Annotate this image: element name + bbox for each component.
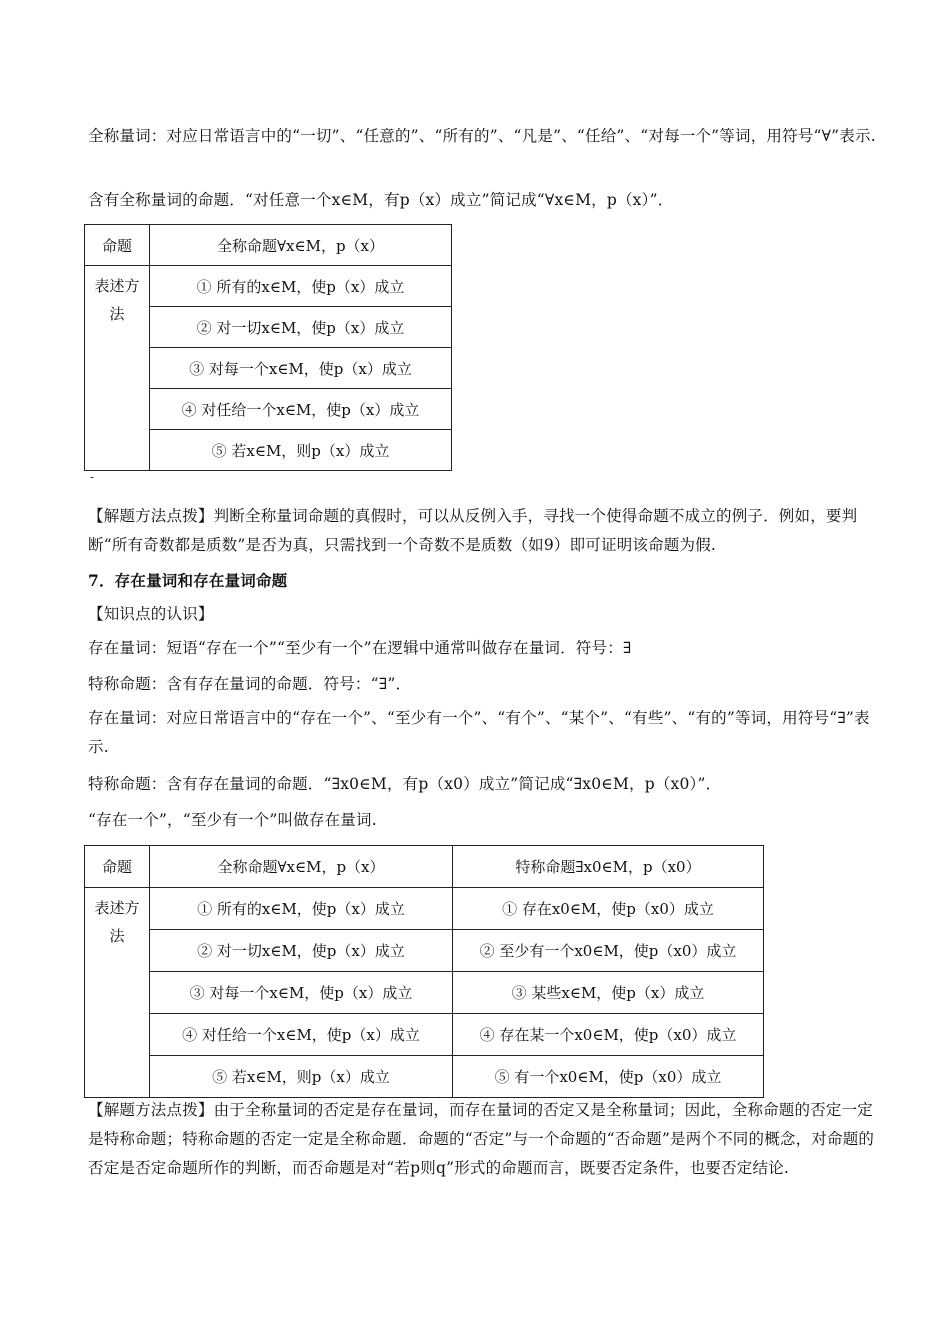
row-label-cell: 表述方法	[85, 266, 150, 471]
table-cell: ④ 存在某一个x0∈M，使p（x0）成立	[453, 1014, 764, 1056]
table-cell: ① 存在x0∈M，使p（x0）成立	[453, 888, 764, 930]
table-header-cell: 命题	[85, 225, 150, 266]
particular-proposition-notation: 特称命题：含有存在量词的命题．“∃x0∈M，有p（x0）成立”简记成“∃x0∈M，p（x0）”．	[88, 775, 722, 793]
existential-quantifier-words: 存在量词：对应日常语言中的“存在一个”、“至少有一个”、“有个”、“某个”、“有些”、“有的”等词，用符号“∃”表示.	[88, 709, 870, 756]
table-header-cell: 全称命题∀x∈M，p（x）	[150, 225, 452, 266]
table-cell: ③ 对每一个x∈M，使p（x）成立	[150, 348, 452, 389]
section-heading: 7．存在量词和存在量词命题	[88, 571, 288, 590]
table-cell: ④ 对任给一个x∈M，使p（x）成立	[150, 389, 452, 430]
row-label-cell: 表述方法	[85, 888, 150, 1098]
table-cell: ③ 对每一个x∈M，使p（x）成立	[150, 972, 453, 1014]
existential-quantifier-note: “存在一个”，“至少有一个”叫做存在量词.	[88, 811, 377, 829]
particular-proposition-definition: 特称命题：含有存在量词的命题．符号：“∃”．	[88, 675, 412, 693]
table-cell: ⑤ 有一个x0∈M，使p（x0）成立	[453, 1056, 764, 1098]
table-cell: ① 所有的x∈M，使p（x）成立	[150, 888, 453, 930]
existential-quantifier-definition: 存在量词：短语“存在一个”“至少有一个”在逻辑中通常叫做存在量词．符号：∃	[88, 639, 632, 657]
universal-quantifier-definition: 全称量词：对应日常语言中的“一切”、“任意的”、“所有的”、“凡是”、“任给”、“对每一个”等词，用符号“∀”表示.	[88, 127, 876, 145]
table-header-cell: 全称命题∀x∈M，p（x）	[150, 846, 453, 888]
solution-tip-1: 【解题方法点拨】判断全称量词命题的真假时，可以从反例入手，寻找一个使得命题不成立的例子．例如，要判断“所有奇数都是质数”是否为真，只需找到一个奇数不是质数（如9）即可证明该命题为假.	[88, 507, 858, 554]
table-header-cell: 命题	[85, 846, 150, 888]
solution-tip-2: 【解题方法点拨】由于全称量词的否定是存在量词，而存在量词的否定又是全称量词；因此，全称命题的否定一定是特称命题；特称命题的否定一定是全称命题．命题的“否定”与一个命题的“否命题”是两个不同的概念，对命题的否定是否定命题所作的判断，而否命题是对“若p则q”形式的命题而言，既要否定条件，也要否定结论.	[88, 1101, 875, 1177]
table-cell: ⑤ 若x∈M，则p（x）成立	[150, 430, 452, 471]
quantifier-comparison-table	[84, 845, 764, 1098]
table-cell: ② 至少有一个x0∈M，使p（x0）成立	[453, 930, 764, 972]
table-cell: ④ 对任给一个x∈M，使p（x）成立	[150, 1014, 453, 1056]
knowledge-subheading: 【知识点的认识】	[88, 605, 214, 623]
table-cell: ② 对一切x∈M，使p（x）成立	[150, 307, 452, 348]
table-cell: ③ 某些x∈M，使p（x）成立	[453, 972, 764, 1014]
universal-proposition-notation: 含有全称量词的命题．“对任意一个x∈M，有p（x）成立”简记成“∀x∈M，p（x）”．	[88, 191, 674, 209]
table-cell: ⑤ 若x∈M，则p（x）成立	[150, 1056, 453, 1098]
dash-mark: -	[90, 470, 95, 484]
table-cell: ② 对一切x∈M，使p（x）成立	[150, 930, 453, 972]
table-header-cell: 特称命题∃x0∈M，p（x0）	[453, 846, 764, 888]
universal-proposition-table	[84, 224, 452, 471]
table-cell: ① 所有的x∈M，使p（x）成立	[150, 266, 452, 307]
